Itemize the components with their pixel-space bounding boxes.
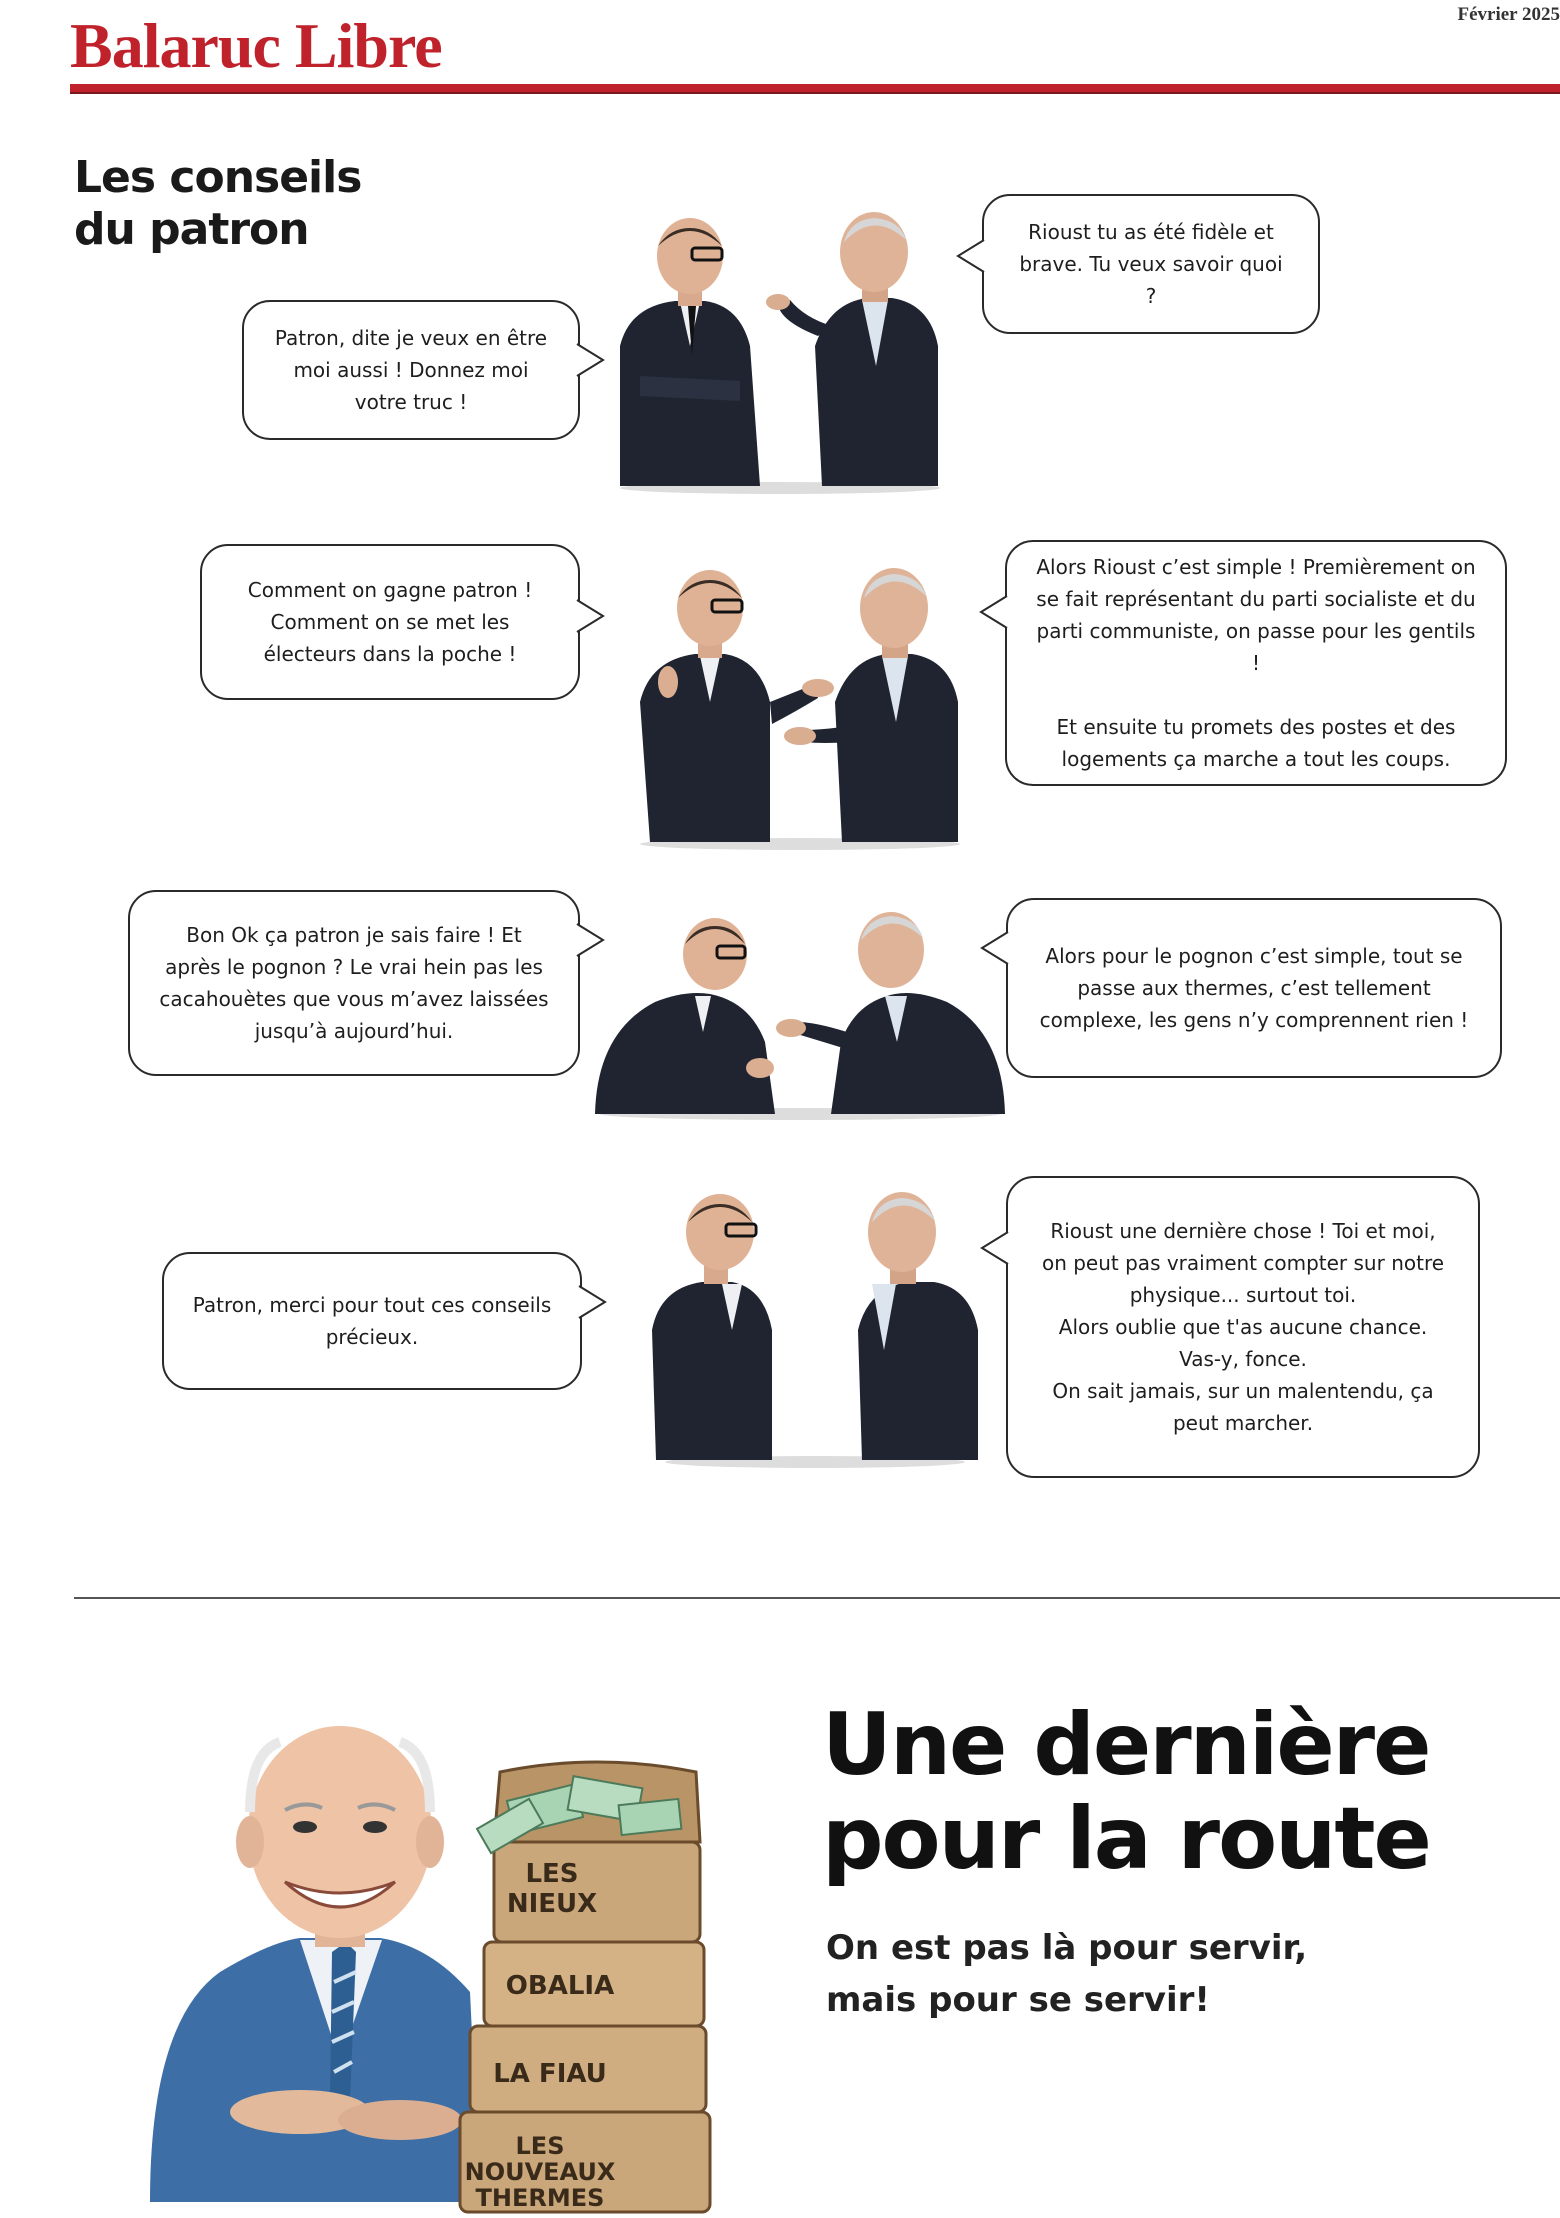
speech-bubble-right-3: Alors pour le pognon c’est simple, tout se passe aux thermes, c’est tellement complexe, les gens n’y comprennent rien !	[1006, 898, 1502, 1078]
trunk-label-thermes-1: LES	[515, 2132, 565, 2160]
bubble-tail-left-2	[577, 596, 607, 636]
person-illustration-row-3	[585, 882, 1015, 1122]
speech-bubble-right-1: Rioust tu as été fidèle et brave. Tu veux savoir quoi ?	[982, 194, 1320, 334]
feature-subhead: On est pas là pour servir, mais pour se servir!	[826, 1928, 1308, 2020]
speech-bubble-right-2: Alors Rioust c’est simple ! Premièrement on se fait représentant du parti socialiste et du parti communiste, on passe pour les gentils ! Et ensuite tu promets des postes et des logements ça marche a tout les coups.	[1005, 540, 1507, 786]
speech-bubble-left-3: Bon Ok ça patron je sais faire ! Et après le pognon ? Le vrai hein pas les cacahouètes que vous m’avez laissées jusqu’à aujourd’hui.	[128, 890, 580, 1076]
trunk-label-thermes-2: NOUVEAUX	[464, 2158, 616, 2186]
speech-bubble-left-4: Patron, merci pour tout ces conseils précieux.	[162, 1252, 582, 1390]
masthead: Balaruc Libre	[70, 10, 442, 81]
trunk-label-les-nieux-2: NIEUX	[506, 1889, 598, 1919]
masthead-rule	[70, 84, 1560, 94]
person-illustration-row-1	[600, 206, 960, 496]
bubble-tail-right-2	[977, 592, 1007, 632]
speech-bubble-right-4: Rioust une dernière chose ! Toi et moi, on peut pas vraiment compter sur notre physique... surtout toi. Alors oublie que t'as aucune chance. Vas-y, fonce. On sait jamais, sur un malentendu, ça peut marcher.	[1006, 1176, 1480, 1478]
trunk-label-les-nieux-1: LES	[525, 1859, 579, 1889]
speech-bubble-left-1: Patron, dite je veux en être moi aussi ! Donnez moi votre truc !	[242, 300, 580, 440]
feature-headline: Une dernière pour la route	[822, 1695, 1430, 1889]
person-illustration-row-4	[640, 1180, 990, 1470]
person-illustration-row-2	[620, 552, 980, 852]
comic-title: Les conseils du patron	[74, 152, 362, 255]
trunk-label-thermes-3: THERMES	[475, 2184, 605, 2212]
section-divider	[74, 1597, 1560, 1599]
person-illustration-feature	[150, 1642, 710, 2218]
trunk-label-obalia: OBALIA	[505, 1971, 615, 2001]
bubble-tail-left-4	[579, 1282, 609, 1322]
trunk-label-la-fiau: LA FIAU	[493, 2059, 607, 2089]
speech-bubble-left-2: Comment on gagne patron ! Comment on se met les électeurs dans la poche !	[200, 544, 580, 700]
issue-date: Février 2025	[1457, 4, 1560, 25]
